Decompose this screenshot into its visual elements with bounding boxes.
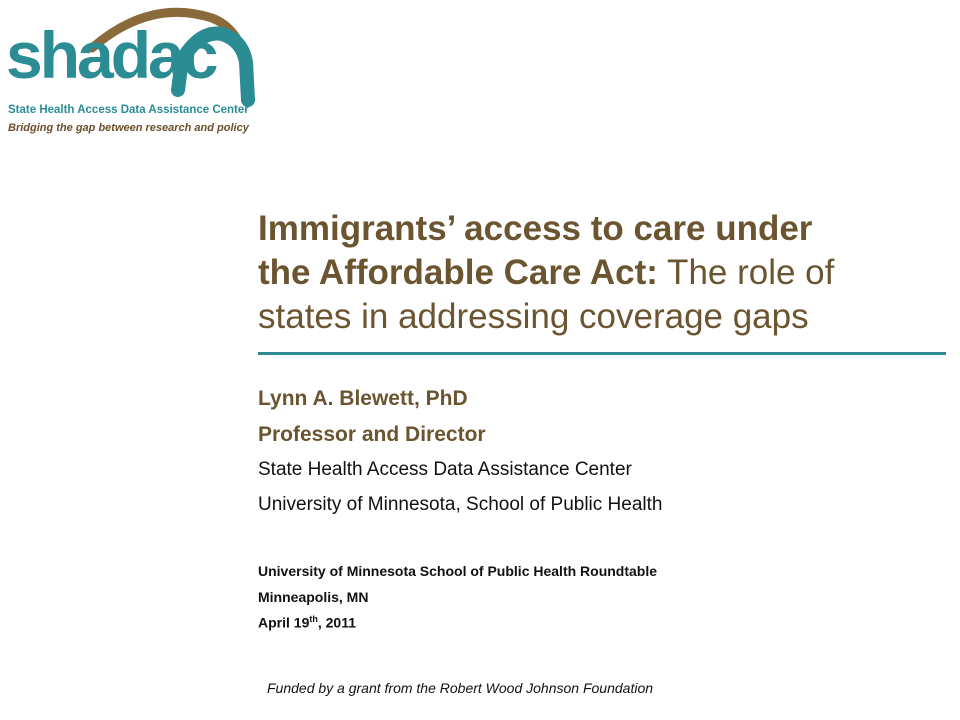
title-bold-line2: the Affordable Care Act:	[258, 253, 658, 292]
event-location: Minneapolis, MN	[258, 589, 369, 605]
title-divider	[258, 352, 946, 355]
title-bold-line1: Immigrants’ access to care under	[258, 209, 813, 248]
slide-title	[258, 207, 948, 339]
logo-tagline: Bridging the gap between research and policy	[8, 122, 249, 134]
event-date-prefix: April 19	[258, 614, 310, 631]
presenter-org: State Health Access Data Assistance Center	[258, 459, 632, 480]
funding-note: Funded by a grant from the Robert Wood Johnson Foundation	[267, 680, 654, 696]
presenter-name: Lynn A. Blewett, PhD	[258, 387, 468, 410]
title-line3: states in addressing coverage gaps	[258, 297, 809, 336]
presenter-university: University of Minnesota, School of Public Health	[258, 494, 663, 515]
logo-subtitle: State Health Access Data Assistance Center	[8, 104, 249, 116]
event-date-sup: th	[309, 614, 318, 624]
presenter-role: Professor and Director	[258, 423, 486, 446]
event-date	[258, 614, 356, 631]
title-rest-line2: The role of	[657, 253, 835, 292]
event-name: University of Minnesota School of Public Health Roundtable	[258, 563, 658, 579]
logo-wordmark: shadac	[6, 18, 216, 92]
event-date-suffix: , 2011	[317, 614, 357, 631]
shadac-logo	[0, 0, 260, 145]
